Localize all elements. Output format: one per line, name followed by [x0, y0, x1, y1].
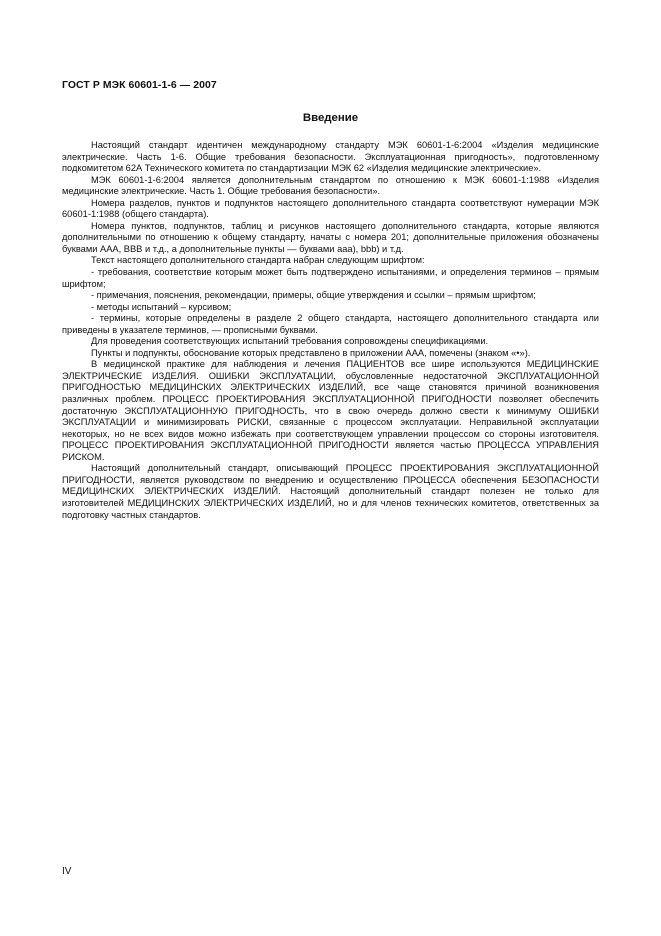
paragraph-3: Номера разделов, пунктов и подпунктов настоящего дополнительного стандарта соответствуют нумерации МЭК 60601-1:1988 (общего стандарта). [62, 197, 599, 220]
paragraph-2: МЭК 60601-1-6:2004 является дополнительным стандартом по отношению к МЭК 60601-1:1988 «Изделия медицинские электрические. Часть 1. Общие требования безопасности». [62, 174, 599, 197]
paragraph-5: Текст настоящего дополнительного стандарта набран следующим шрифтом: [91, 255, 425, 266]
page-number: IV [62, 866, 72, 877]
paragraph-6: Для проведения соответствующих испытаний требования сопровождены спецификациями. [91, 336, 489, 347]
document-header: ГОСТ Р МЭК 60601-1-6 — 2007 [62, 80, 217, 91]
body-text [62, 140, 599, 521]
paragraph-7: Пункты и подпункты, обоснование которых представлено в приложении ААА, помечены (знаком «•»). [91, 347, 531, 358]
list-item-terms: - термины, которые определены в разделе 2 общего стандарта, настоящего дополнительного стандарта или приведены в указателе терминов, — прописными буквами. [62, 313, 599, 335]
paragraph-9: Настоящий дополнительный стандарт, описывающий ПРОЦЕСС ПРОЕКТИРОВАНИЯ ЭКСПЛУАТАЦИОННОЙ ПРИГОДНОСТИ, является руководством по внедрению и осуществлению ПРОЦЕССА обеспечения БЕЗОПАСНОСТИ МЕДИЦИНСКИХ ЭЛЕКТРИЧЕСКИХ ИЗДЕЛИЙ. Настоящий дополнительный стандарт полезен не только для изготовителей МЕДИЦИНСКИХ ЭЛЕКТРИЧЕСКИХ ИЗДЕЛИЙ, но и для членов технических комитетов, ответственных за подготовку частных стандартов. [62, 463, 599, 520]
list-item-test-methods: - методы испытаний – курсивом; [91, 301, 232, 312]
paragraph-1: Настоящий стандарт идентичен международному стандарту МЭК 60601-1-6:2004 «Изделия медицинские электрические. Часть 1-6. Общие требования безопасности. Эксплуатационная пригодность», подготовленному подкомитетом 62А Технического комитета по стандартизации МЭК 62 «Изделия медицинские электрические». [62, 140, 599, 174]
section-title: Введение [302, 112, 359, 124]
list-item-notes: - примечания, пояснения, рекомендации, примеры, общие утверждения и ссылки – прямым шрифтом; [91, 290, 536, 301]
paragraph-4: Номера пунктов, подпунктов, таблиц и рисунков настоящего дополнительного стандарта, которые являются дополнительными по отношению к общему стандарту, начаты с номера 201; дополнительные приложения обозначены буквами ААА, ВВВ и т.д., а дополнительные пункты — буквами ааа), bbb) и т.д. [62, 220, 599, 254]
list-item-requirements: - требования, соответствие которым может быть подтверждено испытаниями, и определения терминов – прямым шрифтом; [62, 267, 599, 289]
paragraph-8: В медицинской практике для наблюдения и лечения ПАЦИЕНТОВ все шире используются МЕДИЦИНСКИЕ ЭЛЕКТРИЧЕСКИЕ ИЗДЕЛИЯ. ОШИБКИ ЭКСПЛУАТАЦИИ, обусловленные недостаточной ЭКСПЛУАТАЦИОННОЙ ПРИГОДНОСТЬЮ МЕДИЦИНСКИХ ЭЛЕКТРИЧЕСКИХ ИЗДЕЛИЙ, все чаще становятся причиной возникновения различных проблем. ПРОЦЕСС ПРОЕКТИРОВАНИЯ ЭКСПЛУАТАЦИОННОЙ ПРИГОДНОСТИ позволяет обеспечить достаточную ЭКСПЛУАТАЦИОННУЮ ПРИГОДНОСТЬ, что в свою очередь должно свести к минимуму ОШИБКИ ЭКСПЛУАТАЦИИ и минимизировать РИСКИ, связанные с процессом эксплуатации. Неправильной эксплуатации некоторых, но не всех видов можно избежать при соответствующем управлении процессом со стороны изготовителя. ПРОЦЕСС ПРОЕКТИРОВАНИЯ ЭКСПЛУАТАЦИОННОЙ ПРИГОДНОСТИ является частью ПРОЦЕССА УПРАВЛЕНИЯ РИСКОМ. [62, 359, 599, 462]
